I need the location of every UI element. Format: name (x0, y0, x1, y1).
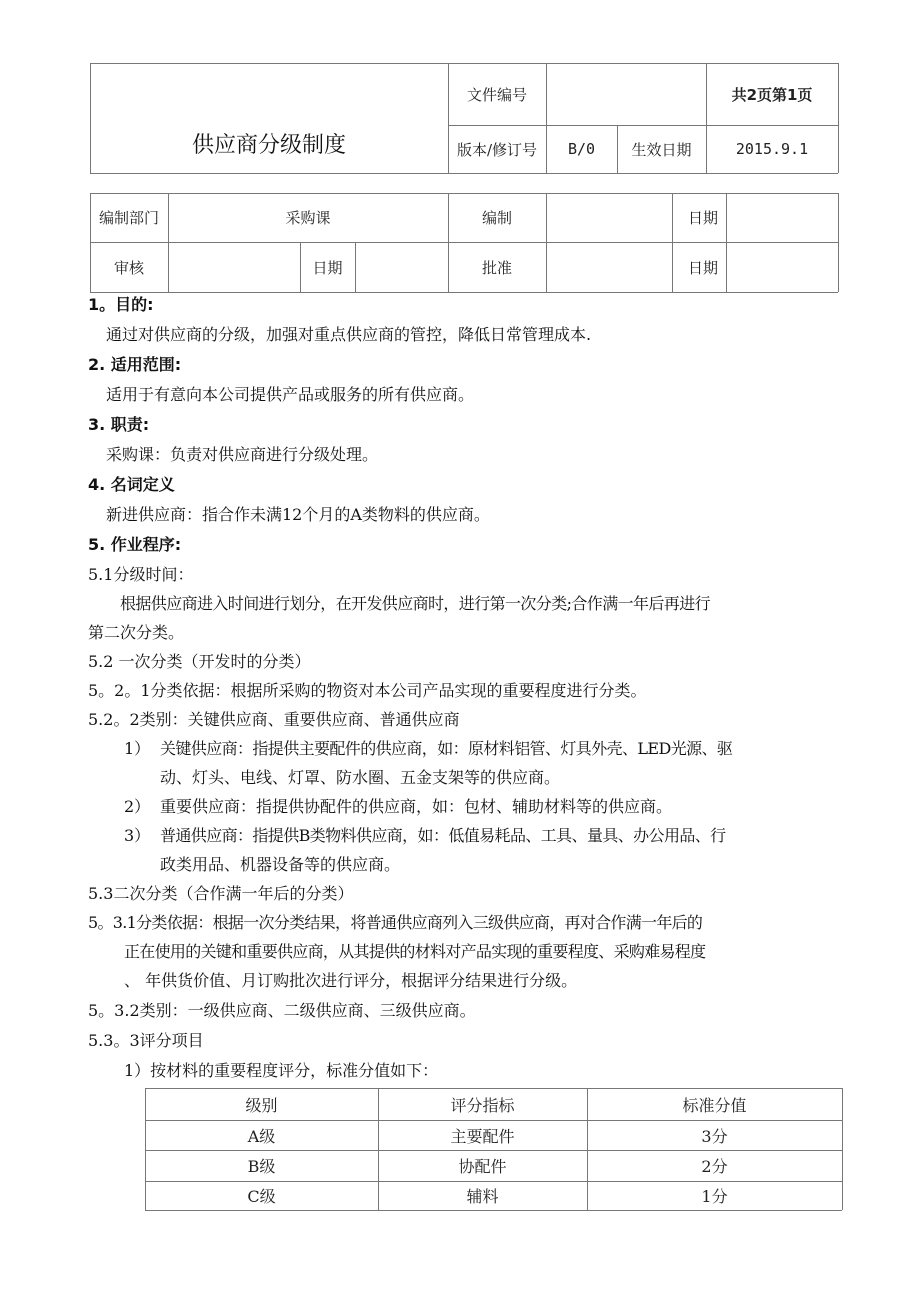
section-5-heading: 5. 作业程序: (88, 535, 182, 554)
cell-score: 2分 (701, 1157, 728, 1176)
dept-label: 编制部门 (98, 209, 159, 227)
column-header-score: 标准分值 (682, 1095, 747, 1115)
cell-level: A级 (247, 1126, 276, 1146)
list-item-number: 1） (124, 739, 151, 758)
table-border (838, 193, 839, 292)
cell-score: 3分 (701, 1126, 728, 1146)
list-item-number: 3） (124, 826, 151, 845)
cell-criteria: 主要配件 (450, 1126, 515, 1146)
dept-value: 采购课 (285, 209, 331, 227)
section-5-2-title: 5.2 一次分类（开发时的分类） (88, 652, 311, 671)
list-item-text-cont: 政类用品、机器设备等的供应商。 (160, 855, 401, 874)
prepared-label: 编制 (481, 209, 512, 227)
list-item-text: 普通供应商：指提供B类物料供应商，如：低值易耗品、工具、量具、办公用品、行 (160, 826, 726, 845)
review-label: 审核 (113, 258, 144, 277)
list-item-text: 重要供应商：指提供协配件的供应商，如：包材、辅助材料等的供应商。 (160, 797, 673, 816)
date-label-prepared: 日期 (687, 209, 718, 227)
section-3-body: 采购课：负责对供应商进行分级处理。 (106, 445, 379, 464)
cell-level: C级 (247, 1187, 276, 1206)
section-5-2-1: 5。2。1分类依据：根据所采购的物资对本公司产品实现的重要程度进行分类。 (88, 681, 647, 700)
section-2-heading: 2. 适用范围: (88, 355, 182, 374)
section-5-3-3-item1: 1）按材料的重要程度评分，标准分值如下： (124, 1061, 439, 1080)
version-label: 版本/修订号 (456, 140, 538, 159)
table-border (838, 63, 839, 173)
date-value-prepared (726, 193, 838, 242)
effective-date-value: 2015.9.1 (735, 140, 809, 158)
section-2-body: 适用于有意向本公司提供产品或服务的所有供应商。 (106, 385, 475, 404)
section-5-3-1-line1: 5。3.1分类依据：根据一次分类结果，将普通供应商列入三级供应商，再对合作满一年后的 (88, 913, 703, 932)
approve-label: 批准 (481, 258, 512, 277)
cell-score: 1分 (701, 1187, 728, 1206)
effective-date-label: 生效日期 (631, 140, 692, 159)
column-header-level: 级别 (245, 1095, 278, 1115)
section-4-body: 新进供应商：指合作未满12个月的A类物料的供应商。 (106, 505, 490, 524)
prepared-value (546, 193, 672, 242)
table-border (90, 292, 838, 293)
page-info: 共2页第1页 (731, 85, 813, 104)
table-border (145, 1210, 842, 1211)
review-value (168, 242, 300, 292)
section-5-1-body-line2: 第二次分类。 (88, 623, 185, 642)
document-title: 供应商分级制度 (191, 132, 346, 158)
cell-level: B级 (247, 1157, 276, 1176)
section-5-2-2: 5.2。2类别：关键供应商、重要供应商、普通供应商 (88, 710, 460, 729)
version-value: B/0 (567, 140, 596, 158)
table-border (90, 173, 838, 174)
section-5-1-title: 5.1分级时间： (88, 565, 194, 584)
cell-criteria: 辅料 (466, 1187, 499, 1206)
file-no-label: 文件编号 (466, 85, 527, 104)
list-item-text: 关键供应商：指提供主要配件的供应商，如：原材料铝管、灯具外壳、LED光源、驱 (160, 739, 733, 758)
section-4-heading: 4. 名词定义 (88, 475, 175, 494)
section-5-3-title: 5.3二次分类（合作满一年后的分类） (88, 884, 354, 903)
section-1-body: 通过对供应商的分级，加强对重点供应商的管控，降低日常管理成本. (106, 325, 592, 344)
date-label-approve: 日期 (687, 258, 718, 277)
cell-criteria: 协配件 (458, 1157, 507, 1176)
file-no-value (546, 63, 706, 125)
section-3-heading: 3. 职责: (88, 415, 150, 434)
date-value-approve (726, 242, 838, 292)
section-5-3-1-line2: 正在使用的关键和重要供应商，从其提供的材料对产品实现的重要程度、采购难易程度 (124, 942, 706, 961)
section-5-3-3: 5.3。3评分项目 (88, 1031, 204, 1050)
approve-value (546, 242, 672, 292)
list-item-text-cont: 动、灯头、电线、灯罩、防水圈、五金支架等的供应商。 (160, 768, 561, 787)
section-1-heading: 1。目的: (88, 295, 154, 314)
date-label-review: 日期 (312, 258, 343, 277)
date-value-review (355, 242, 448, 292)
section-5-3-2: 5。3.2类别：一级供应商、二级供应商、三级供应商。 (88, 1001, 476, 1020)
column-header-criteria: 评分指标 (450, 1095, 515, 1115)
section-5-3-1-line3: 、 年供货价值、月订购批次进行评分，根据评分结果进行分级。 (124, 971, 578, 990)
table-border (842, 1088, 843, 1210)
section-5-1-body-line1: 根据供应商进入时间进行划分，在开发供应商时，进行第一次分类;合作满一年后再进行 (120, 594, 710, 613)
list-item-number: 2） (124, 797, 151, 816)
